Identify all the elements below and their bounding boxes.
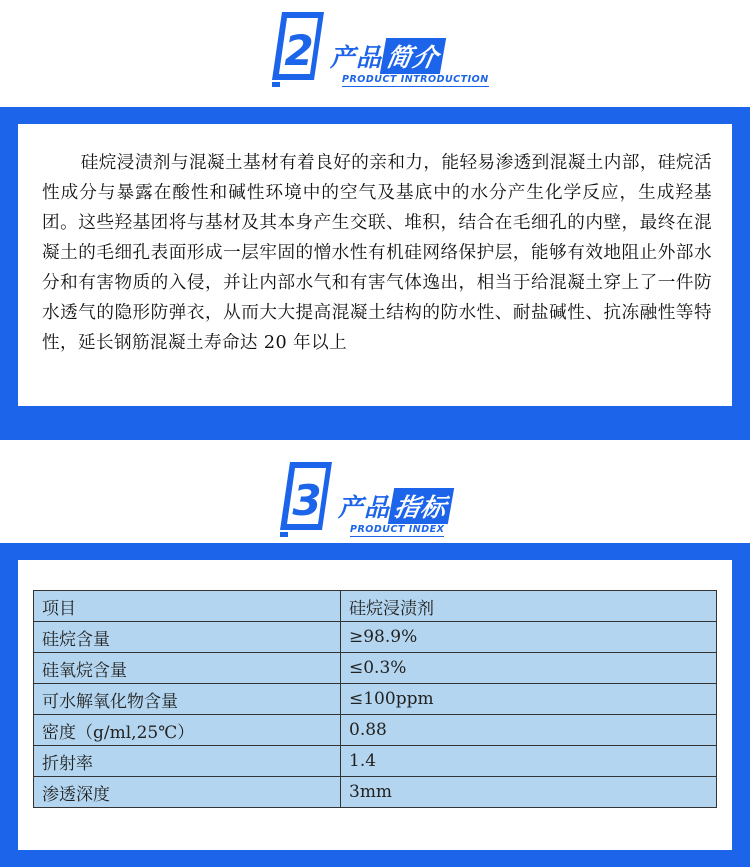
intro-subtitle: PRODUCT INTRODUCTION xyxy=(342,74,489,85)
index-subtitle: PRODUCT INDEX xyxy=(350,524,445,535)
spec-label: 项目 xyxy=(34,591,341,622)
index-band xyxy=(0,543,750,867)
table-row xyxy=(34,777,717,808)
spec-table xyxy=(33,590,717,808)
spec-label: 密度（g/ml,25℃） xyxy=(34,715,341,746)
table-row xyxy=(34,622,717,653)
section-3-badge-glyph: 3 xyxy=(292,476,322,525)
table-row xyxy=(34,591,717,622)
index-title-plain: 产品 xyxy=(338,493,391,522)
index-card xyxy=(18,560,732,850)
spec-value: ≥98.9% xyxy=(341,622,717,653)
section-3-badge-icon xyxy=(278,460,334,538)
table-row xyxy=(34,715,717,746)
spec-value: 0.88 xyxy=(341,715,717,746)
section-2-badge-glyph: 2 xyxy=(284,26,314,75)
intro-section-header xyxy=(0,0,750,100)
spec-value: 1.4 xyxy=(341,746,717,777)
table-row xyxy=(34,653,717,684)
spec-value: ≤100ppm xyxy=(341,684,717,715)
table-row xyxy=(34,746,717,777)
section-2-badge-icon xyxy=(270,10,326,88)
spec-label: 硅氧烷含量 xyxy=(34,653,341,684)
spec-value: ≤0.3% xyxy=(341,653,717,684)
intro-title-plain: 产品 xyxy=(330,43,383,72)
intro-band xyxy=(0,107,750,440)
index-title xyxy=(338,486,451,526)
intro-paragraph: 硅烷浸渍剂与混凝土基材有着良好的亲和力，能轻易渗透到混凝土内部，硅烷活性成分与暴露在酸性和碱性环境中的空气及基底中的水分产生化学反应，生成羟基团。这些羟基团将与基材及其本身产生交联、堆积，结合在毛细孔的内壁，最终在混凝土的毛细孔表面形成一层牢固的憎水性有机硅网络保护层，能够有效地阻止外部水分和有害物质的入侵，并让内部水气和有害气体逸出，相当于给混凝土穿上了一件防水透气的隐形防弹衣，从而大大提高混凝土结构的防水性、耐盐碱性、抗冻融性等特性，延长钢筋混凝土寿命达 20 年以上 xyxy=(42,153,712,353)
spec-label: 折射率 xyxy=(34,746,341,777)
intro-title-boxed: 简介 xyxy=(380,38,446,74)
index-title-boxed: 指标 xyxy=(388,488,454,524)
index-section-header xyxy=(0,450,750,550)
table-row xyxy=(34,684,717,715)
spec-label: 可水解氧化物含量 xyxy=(34,684,341,715)
spec-value: 硅烷浸渍剂 xyxy=(341,591,717,622)
spec-label: 硅烷含量 xyxy=(34,622,341,653)
spec-label: 渗透深度 xyxy=(34,777,341,808)
intro-card xyxy=(18,124,732,406)
intro-title xyxy=(330,36,443,76)
spec-value: 3mm xyxy=(341,777,717,808)
